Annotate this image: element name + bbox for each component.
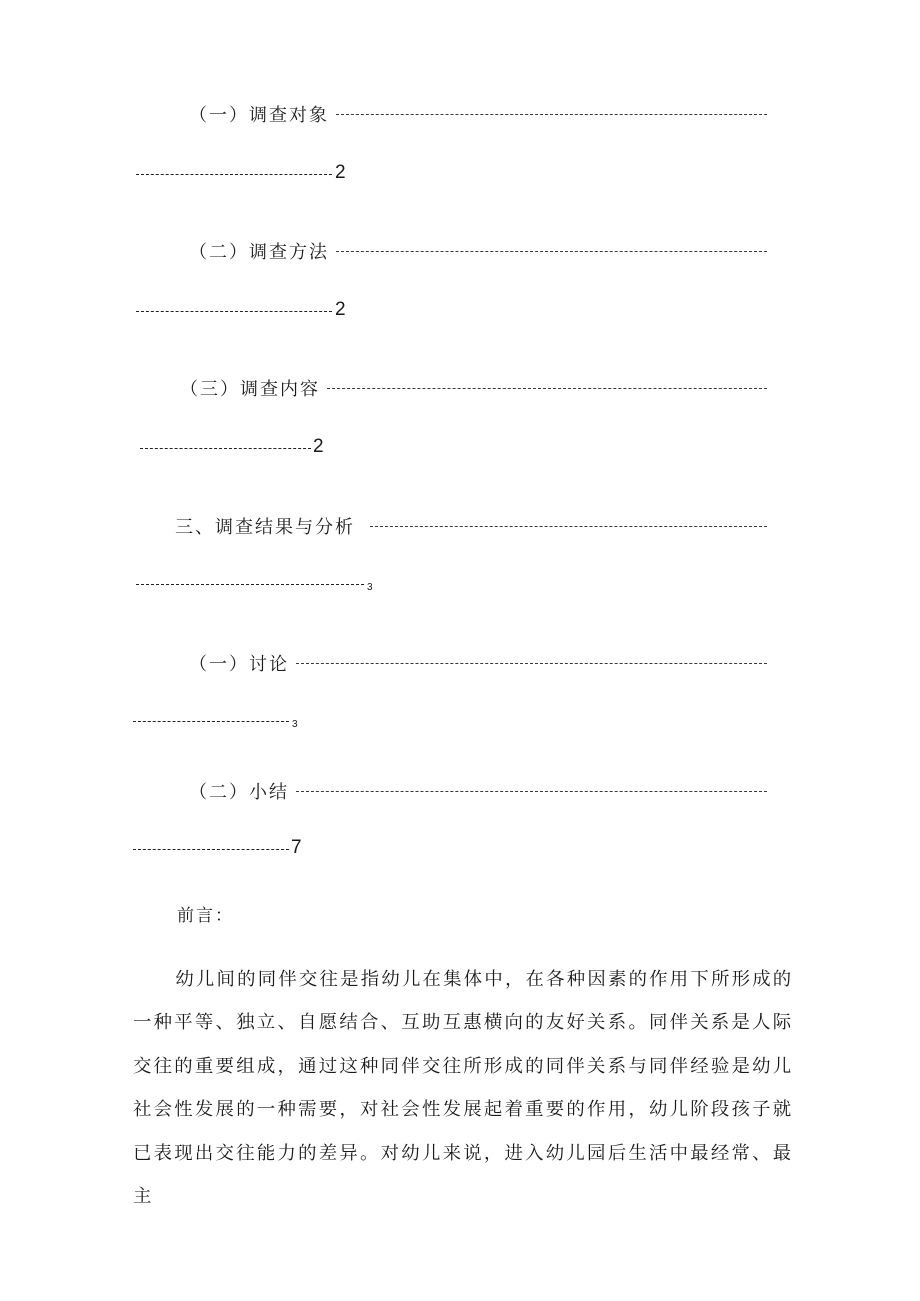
toc-leader-continued — [133, 849, 289, 852]
toc-leader — [296, 791, 767, 793]
toc-entry-title: 三、调查结果与分析 — [175, 517, 355, 538]
toc-leader — [370, 526, 767, 528]
toc-entry-title: （三）调查内容 — [180, 379, 320, 400]
toc-leader-continued — [136, 311, 332, 314]
toc-leader-continued — [140, 448, 311, 451]
toc-leader — [336, 114, 767, 116]
preface-paragraph: 幼儿间的同伴交往是指幼儿在集体中，在各种因素的作用下所形成的一种平等、独立、自愿结合、互助互惠横向的友好关系。同伴关系是人际交往的重要组成，通过这种同伴交往所形成的同伴关系与同伴经验是幼儿社会性发展的一种需要，对社会性发展起着重要的作用，幼儿阶段孩子就已表现出交往能力的差异。对幼儿来说，进入幼儿园后生活中最经常、最主 — [133, 969, 793, 1208]
toc-page-number: 2 — [335, 299, 346, 320]
toc-entry-title: （一）讨论 — [189, 654, 289, 675]
toc-entry-title: （二）小结 — [189, 782, 289, 803]
toc-leader-continued — [133, 721, 289, 724]
toc-entry-title: （二）调查方法 — [189, 242, 329, 263]
toc-page-number: 3 — [367, 582, 373, 593]
toc-leader-continued — [136, 174, 332, 177]
toc-leader — [327, 388, 767, 390]
toc-leader — [336, 251, 767, 253]
toc-leader-continued — [136, 584, 364, 587]
toc-page-number: 2 — [313, 436, 324, 457]
preface-heading: 前言： — [177, 906, 234, 926]
toc-page-number: 3 — [292, 719, 298, 730]
toc-leader — [296, 663, 767, 665]
toc-page-number: 7 — [291, 837, 302, 858]
toc-entry-title: （一）调查对象 — [189, 105, 329, 126]
toc-page-number: 2 — [335, 162, 346, 183]
